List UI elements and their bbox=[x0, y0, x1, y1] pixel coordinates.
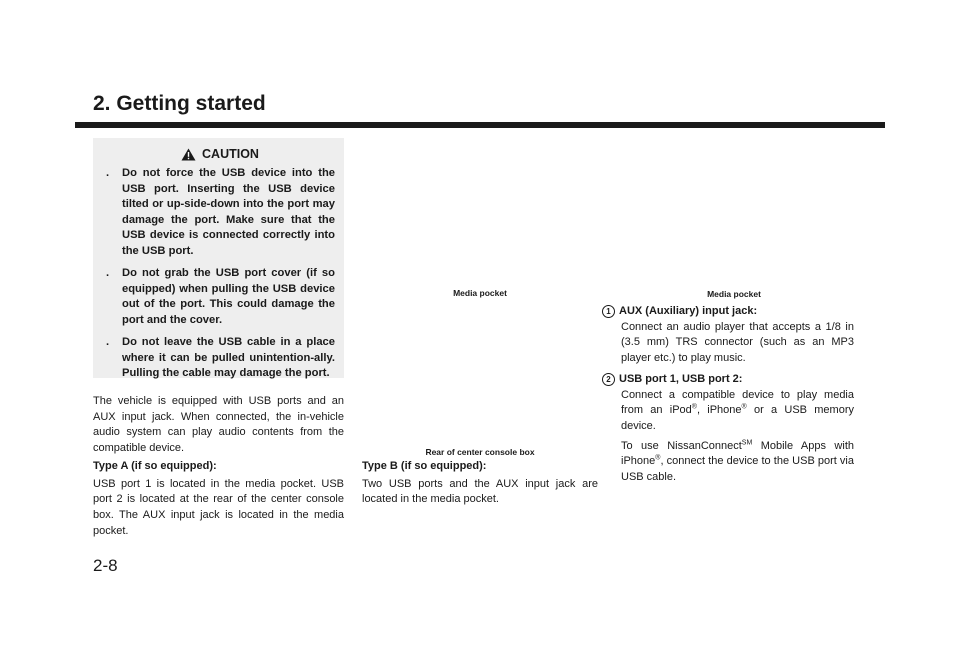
left-column-text bbox=[93, 394, 344, 541]
figure-caption-media-pocket-2: Media pocket bbox=[707, 289, 761, 299]
bullet-icon: . bbox=[106, 167, 110, 179]
caution-title: CAUTION bbox=[202, 147, 259, 161]
definition-term: AUX (Auxiliary) input jack: bbox=[619, 305, 758, 317]
type-b-heading: Type B (if so equipped): bbox=[362, 460, 487, 472]
type-a-heading: Type A (if so equipped): bbox=[93, 459, 217, 472]
registered-mark: ® bbox=[691, 403, 697, 411]
caution-item: . Do not force the USB device into the USB port. Inserting the USB device tilted or up-side-down into the port may damage the port. Make sure that the USB device is connected correctly into the USB port. bbox=[106, 167, 335, 257]
service-mark: SM bbox=[741, 438, 753, 446]
definition-description: Connect an audio player that accepts a 1/8 in (3.5 mm) TRS connector (such as an MP3 player etc.) to play music. bbox=[621, 320, 854, 365]
definition-description: Connect a compatible device to play media from an iPod®, iPhone® or a USB memory device. bbox=[621, 388, 854, 432]
caution-item: . Do not leave the USB cable in a place where it can be pulled unintention-ally. Pulling the cable may damage the port. bbox=[106, 336, 335, 379]
definition-list bbox=[602, 304, 854, 491]
number-badge-icon: 1 bbox=[602, 305, 615, 318]
caution-box bbox=[93, 138, 344, 378]
number-badge-icon: 2 bbox=[602, 373, 615, 386]
bullet-icon: . bbox=[106, 336, 110, 348]
definition-term: USB port 1, USB port 2: bbox=[619, 372, 743, 385]
figure-caption-rear-console: Rear of center console box bbox=[425, 447, 535, 457]
definition-item bbox=[602, 372, 854, 486]
registered-mark: ® bbox=[741, 403, 747, 411]
page-number: 2-8 bbox=[93, 556, 118, 575]
header-rule bbox=[75, 122, 885, 128]
definition-description: To use NissanConnect℠ Mobile Apps with iPhone®, connect the device to the USB port via USB cable. bbox=[621, 438, 854, 484]
section-title: 2. Getting started bbox=[93, 92, 266, 115]
type-a-paragraph: USB port 1 is located in the media pocket. USB port 2 is located at the rear of the center console box. The AUX input jack is located in the media pocket. bbox=[93, 477, 344, 537]
caution-header bbox=[105, 147, 335, 161]
definition-item bbox=[602, 304, 854, 367]
middle-column-text bbox=[362, 459, 598, 510]
registered-mark: ® bbox=[655, 454, 661, 462]
intro-paragraph: The vehicle is equipped with USB ports and an AUX input jack. When connected, the in-vehicle audio system can play audio contents from the compatible device. bbox=[93, 395, 344, 455]
warning-triangle-icon bbox=[181, 148, 196, 161]
caution-item: . Do not grab the USB port cover (if so equipped) when pulling the USB device out of the port. This could damage the port and the cover. bbox=[106, 267, 335, 326]
bullet-icon: . bbox=[106, 267, 110, 279]
figure-caption-media-pocket: Media pocket bbox=[453, 288, 507, 298]
caution-list bbox=[105, 166, 335, 382]
type-b-paragraph: Two USB ports and the AUX input jack are located in the media pocket. bbox=[362, 477, 598, 506]
